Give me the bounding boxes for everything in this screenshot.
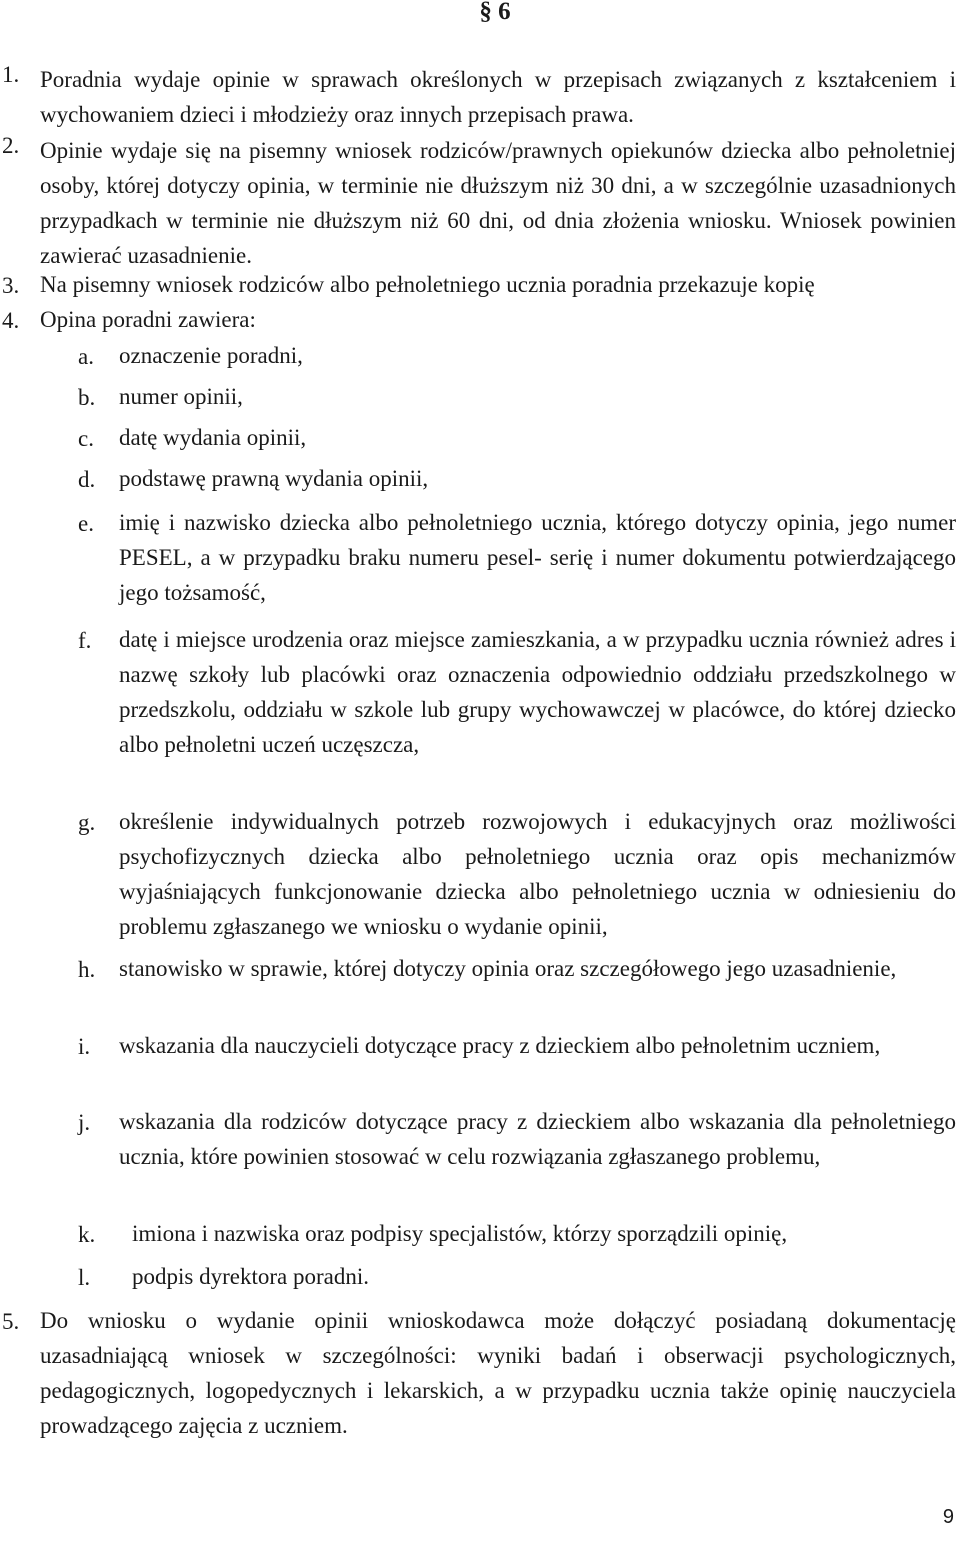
item-text: Na pisemny wniosek rodziców albo pełnoletniego ucznia poradnia przekazuje kopię <box>40 272 815 297</box>
item-text: Do wniosku o wydanie opinii wnioskodawca może dołączyć posiadaną dokumentację uzasadniającą wniosek w szczególności: wyniki badań i obserwacji psychologicznych, pedagogicznych, logopedycznych i lekarskich, a w przypadku ucznia także opinię nauczyciela prowadzącego zajęcia z uczniem. <box>40 1308 956 1438</box>
sub-item-letter: h. <box>78 957 96 982</box>
item-number: 2. <box>2 133 20 158</box>
page-number: 9 <box>942 1506 954 1528</box>
sub-item-letter: f. <box>78 628 92 653</box>
section-heading: § 6 <box>479 0 511 25</box>
sub-item-letter: g. <box>78 810 96 835</box>
item-text: Opinie wydaje się na pisemny wniosek rodziców/prawnych opiekunów dziecka albo pełnoletniej osoby, której dotyczy opinia, w terminie nie dłuższym niż 30 dni, a w szczególnie uzasadnionych przypadkach w terminie nie dłuższym niż 60 dni, od dnia złożenia wniosku. Wniosek powinien zawierać uzasadnienie. <box>40 138 956 268</box>
sub-item-text: datę i miejsce urodzenia oraz miejsce zamieszkania, a w przypadku ucznia również adres i nazwę szkoły lub placówki oraz oznaczenia odpowiednio oddziału przedszkolnego w przedszkolu, oddziału w szkole lub grupy wychowawczej w placówce, do której dziecko albo pełnoletni uczeń uczęszcza, <box>119 627 956 757</box>
item-text: Poradnia wydaje opinie w sprawach określonych w przepisach związanych z kształceniem i wychowaniem dzieci i młodzieży oraz innych przepisach prawa. <box>40 67 956 127</box>
sub-item-text: wskazania dla nauczycieli dotyczące pracy z dzieckiem albo pełnoletnim uczniem, <box>119 1033 881 1058</box>
sub-item-text: imiona i nazwiska oraz podpisy specjalistów, którzy sporządzili opinię, <box>132 1221 788 1246</box>
sub-item-letter: b. <box>78 385 96 410</box>
sub-item-text: imię i nazwisko dziecka albo pełnoletniego ucznia, którego dotyczy opinia, jego numer PESEL, a w przypadku braku numeru pesel- serię i numer dokumentu potwierdzającego jego tożsamość, <box>119 510 956 605</box>
sub-item-letter: d. <box>78 467 96 492</box>
sub-item-letter: i. <box>78 1034 91 1059</box>
item-text: Opina poradni zawiera: <box>40 307 256 332</box>
sub-item-letter: l. <box>78 1265 91 1290</box>
sub-item-letter: j. <box>78 1110 91 1135</box>
sub-item-letter: k. <box>78 1222 96 1247</box>
sub-item-text: oznaczenie poradni, <box>119 343 303 368</box>
sub-item-text: podstawę prawną wydania opinii, <box>119 466 429 491</box>
sub-item-text: stanowisko w sprawie, której dotyczy opinia oraz szczegółowego jego uzasadnienie, <box>119 956 897 981</box>
sub-item-text: datę wydania opinii, <box>119 425 307 450</box>
sub-item-text: numer opinii, <box>119 384 243 409</box>
item-number: 5. <box>2 1309 20 1334</box>
sub-item-letter: c. <box>78 426 94 451</box>
item-number: 4. <box>2 308 20 333</box>
sub-item-letter: e. <box>78 511 94 536</box>
sub-item-letter: a. <box>78 344 94 369</box>
sub-item-text: wskazania dla rodziców dotyczące pracy z dzieckiem albo wskazania dla pełnoletniego ucznia, które powinien stosować w celu rozwiązania zgłaszanego problemu, <box>119 1109 956 1169</box>
sub-item-text: określenie indywidualnych potrzeb rozwojowych i edukacyjnych oraz możliwości psychofizycznych dziecka albo pełnoletniego ucznia oraz opis mechanizmów wyjaśniających funkcjonowanie dziecka albo pełnoletniego ucznia w odniesieniu do problemu zgłaszanego we wniosku o wydanie opinii, <box>119 809 956 939</box>
item-number: 3. <box>2 273 20 298</box>
sub-item-text: podpis dyrektora poradni. <box>132 1264 369 1289</box>
item-number: 1. <box>2 62 20 87</box>
